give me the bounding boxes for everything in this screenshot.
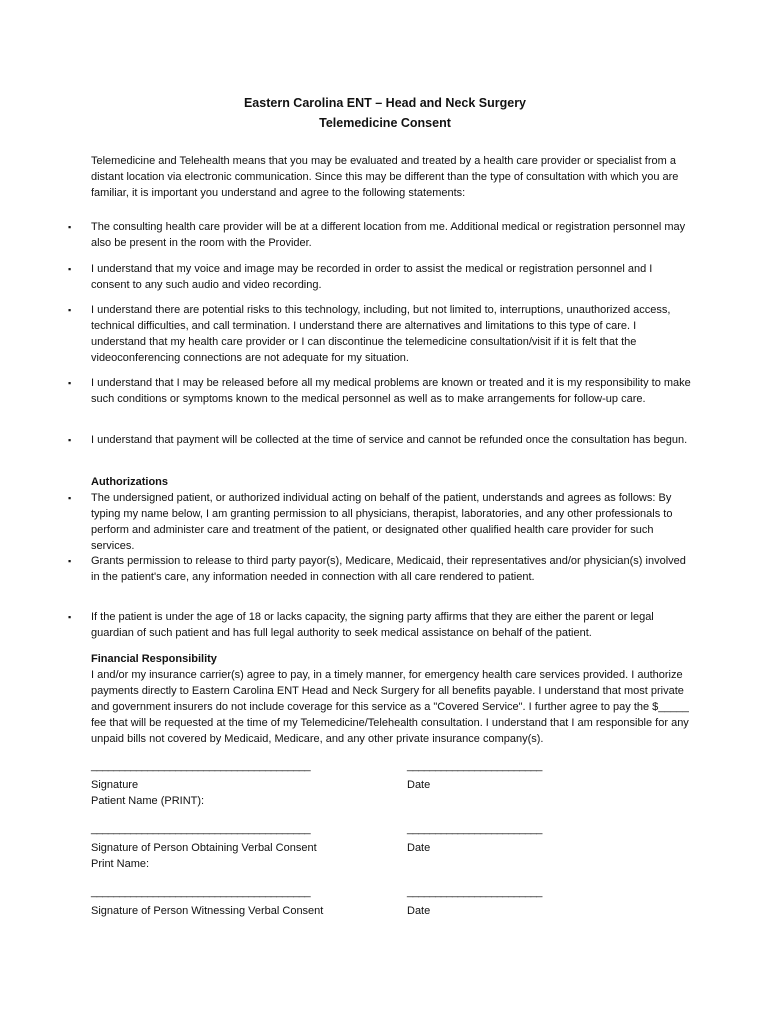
statement-item: I understand that my voice and image may be recorded in order to assist the medical or registration personnel and I consent to any such audio and video recording. [91,263,653,291]
signature-label: Signature [91,779,139,791]
bullet-marker: ▪ [68,435,72,445]
financial-heading: Financial Responsibility [91,653,217,665]
authorization-item: The undersigned patient, or authorized individual acting on behalf of the patient, understands and agrees as follows: By typing my name below, I am granting permission to all physicians, therapist, laboratories, and any other professionals to perform and administer care and treatment of the patient, or designated other qualified health care provider for such services. [91,492,673,552]
document-subtitle: Telemedicine Consent [319,116,451,130]
date-line[interactable]: ________________________ [407,886,542,898]
bullet-marker: ▪ [68,612,72,622]
authorizations-heading: Authorizations [91,476,168,488]
bullet-marker: ▪ [68,264,72,274]
authorization-item: Grants permission to release to third party payor(s), Medicare, Medicaid, their representatives and/or physician(s) involved in the patient's care, any information needed in connection with all care rendered to patient. [91,555,686,583]
statement-item: I understand that I may be released before all my medical problems are known or treated and it is my responsibility to make such conditions or symptoms known to the medical personnel as well as to make arrangements for follow-up care. [91,377,691,405]
bullet-marker: ▪ [68,305,72,315]
date-label: Date [407,842,431,854]
patient-name-label: Patient Name (PRINT): [91,795,205,807]
bullet-marker: ▪ [68,493,72,503]
print-name-label: Print Name: [91,858,150,870]
signature-line[interactable]: _______________________________________ [91,886,311,898]
bullet-marker: ▪ [68,556,72,566]
document-title: Eastern Carolina ENT – Head and Neck Surgery [243,96,527,110]
signature-line[interactable]: _______________________________________ [91,823,311,835]
date-label: Date [407,905,431,917]
signature-line[interactable]: _______________________________________ [91,760,311,772]
bullet-marker: ▪ [68,222,72,232]
date-line[interactable]: ________________________ [407,760,542,772]
authorization-item: If the patient is under the age of 18 or lacks capacity, the signing party affirms that they are either the parent or legal guardian of such patient and has full legal authority to seek medical assistance on behalf of the patient. [91,611,654,639]
intro-paragraph: Telemedicine and Telehealth means that you may be evaluated and treated by a health care provider or specialist from a distant location via electronic communication. Since this may be different than the type of consultation with which you are familiar, it is important you understand and agree to the following statements: [91,155,679,199]
witnessing-consent-label: Signature of Person Witnessing Verbal Consent [91,905,324,917]
date-label: Date [407,779,431,791]
statement-item: The consulting health care provider will be at a different location from me. Additional medical or registration personnel may also be present in the room with the Provider. [91,221,686,249]
date-line[interactable]: ________________________ [407,823,542,835]
financial-paragraph: I and/or my insurance carrier(s) agree to pay, in a timely manner, for emergency health care services provided. I authorize payments directly to Eastern Carolina ENT Head and Neck Surgery for all benefits payable. I understand that most private and government insurers do not include coverage for this service as a "Covered Service". I further agree to pay the $_____ fee that will be requested at the time of my Telemedicine/Telehealth consultation. I understand that I am responsible for any unpaid bills not covered by Medicaid, Medicare, and any other private insurance company(s). [91,669,689,745]
statement-item: I understand there are potential risks to this technology, including, but not limited to, interruptions, unauthorized access, technical difficulties, and call termination. I understand there are alternatives and limitations to this type of care. I understand that my health care provider or I can discontinue the telemedicine consultation/visit if it is felt that the videoconferencing connections are not adequate for my situation. [91,304,671,364]
statement-item: I understand that payment will be collected at the time of service and cannot be refunded once the consultation has begun. [91,434,688,446]
bullet-marker: ▪ [68,378,72,388]
obtaining-consent-label: Signature of Person Obtaining Verbal Consent [91,842,317,854]
